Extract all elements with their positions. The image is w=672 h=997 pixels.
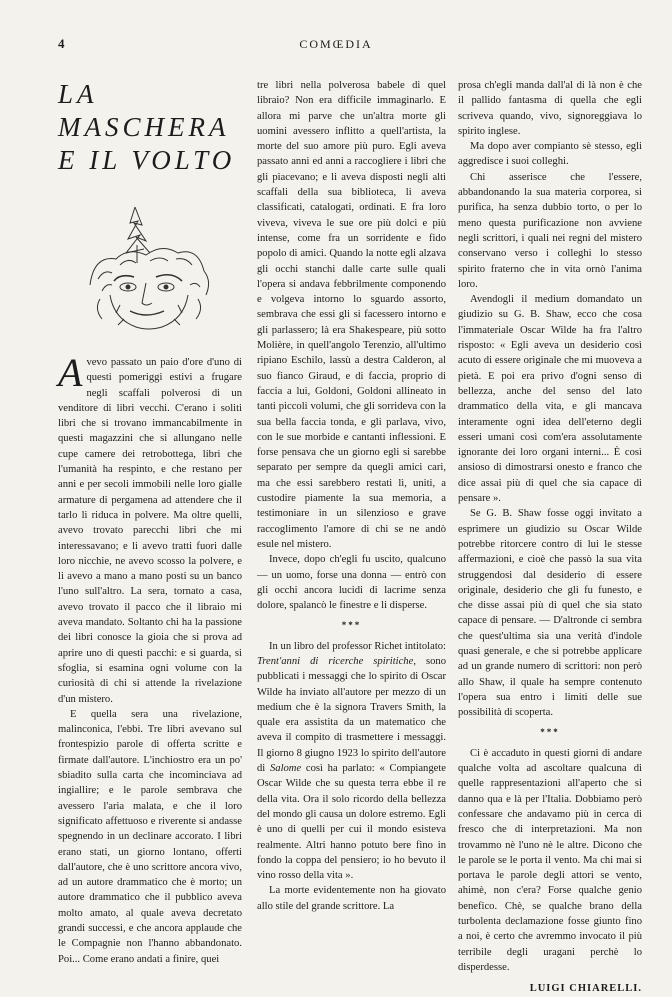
column-2	[257, 78, 446, 914]
paragraph-text: , sono pubblicati i messaggi che lo spirito di Oscar Wilde ha inviato all'autore per mezzo di un medium che è la signora Travers Smith, la quale era assistita da un matematico che aveva il compito di trasmettere i messaggi. Il giorno 8 giugno 1923 lo spirito dell'autore di	[257, 655, 446, 775]
paragraph: Ci è accaduto in questi giorni di andare qualche volta ad ascoltare qualcuna di quelle rappresentazioni all'aperto che si danno qua e là per l'Italia. Dobbiamo però confessare che andavamo più in cerca di fresco che di interpretazioni. Ma non trovammo nè l'uno nè le altre. Dicono che le parole se le porta il vento. Ma chi mai si portava le parole degli attori se vento, ahimè, non c'era? Forse qualche genio benefico. Chè, se qualche brano della turbolenta declamazione fosse giunto fino a noi, è certo che avremmo invocato il più terribile degli uragani perchè lo disperdesse.	[458, 747, 642, 973]
title-line-2: E IL VOLTO	[58, 145, 236, 175]
running-title: COMŒDIA	[299, 37, 373, 51]
title-line-1: LA MASCHERA	[58, 79, 230, 142]
paragraph: prosa ch'egli manda dall'al di là non è che il pallido fantasma di quella che egli scriveva quando, vivo, signoreggiava lo spirito inglese.	[458, 80, 642, 137]
article-title	[58, 78, 242, 177]
author-signature: LUIGI CHIARELLI.	[529, 983, 642, 995]
paragraph-text: così ha parlato: « Compiangete Oscar Wilde che su questa terra ebbe il re della vita. Ora il solo ricordo della bellezza del mondo gli causa un dolore estremo. Egli è uno di quelli per cui il mondo esisteva realmente. Altri hanno potuto bere fino in fondo la coppa del pensiero; io ho bevuto il vino rosso della vita ».	[257, 763, 446, 882]
paragraph-intro	[58, 350, 242, 707]
drop-cap: A	[58, 350, 83, 395]
paragraph	[257, 639, 446, 884]
paragraph: La morte evidentemente non ha giovato allo stile del grande scrittore. La	[257, 885, 446, 912]
book-title: Trent'anni di ricerche spiritiche	[257, 655, 414, 667]
paragraph: Se G. B. Shaw fosse oggi invitato a esprimere un giudizio su Oscar Wilde potrebbe ritorcere contro di lui le stesse affermazioni, e cioè che passò la sua vita struggendosi dal desiderio di essere originale, desiderio che gli fu funesto, e che disse assai più di quel che sia stato capace di pensare. — D'altronde ci sembra che quest'ultima sia una verità d'indole quasi generale, e che si potrebbe applicare ad un grande numero di scrittori: non però allo Shaw, il quale ha sempre contenuto l'opera sua entro i limiti delle sue possibilità di scoperta.	[458, 508, 642, 719]
column-3	[458, 78, 642, 997]
section-separator: ***	[540, 727, 560, 738]
paragraph: Chi asserisce che l'essere, abbandonando la sua materia corporea, si purifica, ha senza dubbio torto, o per lo meno questa purificazione non avviene negli scrittori, i quali nei regni del mistero conservano verso i colleghi lo stesso spirito fraterno che in vita ornò l'anima loro.	[458, 171, 642, 290]
column-1	[58, 78, 242, 967]
paragraph-text: In un libro del professor Richet intitolato:	[269, 640, 446, 652]
paragraph: Avendogli il medium domandato un giudizio su G. B. Shaw, ecco che cosa l'immateriale Oscar Wilde ha fra l'altro risposto: « Egli aveva un desiderio così acuto di essere originale che mi muoveva a pietà. E poi era privo d'ogni senso di bellezza, anche del senso del lato drammatico della vita, e gli mancava interamente ogni idea dell'eterno degli esseri umani così com'era assolutamente ignorante dei loro organi interni... È così ansioso di dimostrarsi onesto e franco che dice assai più di quel che sia capace di pensare ».	[458, 294, 642, 505]
paragraph: Invece, dopo ch'egli fu uscito, qualcuno — un uomo, forse una donna — entrò con gli occhi ancora lucidi di lacrime senza dolore, spalancò le finestre e li disperse.	[257, 554, 446, 612]
section-separator: ***	[341, 620, 362, 631]
paragraph: E quella sera una rivelazione, malinconica, l'ebbi. Tre libri avevano sul frontespizio parole di offerta scritte e firmate dall'autore. L'inchiostro era un po' sbiadito sulla carta che incominciava ad ingiallire; e le parole sembrava che avessero l'aria malata, e che il loro significato affettuoso e riverente si andasse spegnendo in un declinare accorato. I libri erano stati, un giorno lontano, offerti dall'autore, che è uno scrittore ancora vivo, ad un autore drammatico che è morto; un autore drammatico che il pubblico aveva molto amato, al quale aveva decretato grandi successi, e che ancora applaude che le Compagnie non l'hanno abbandonato. Poi... Come erano andati a finire, quei	[58, 708, 242, 965]
paragraph-text: vevo passato un paio d'ore d'uno di questi pomeriggi estivi a frugare negli scaffali polverosi di un venditore di libri vecchi. C'erano i soliti libri che si trovano immancabilmente in questi magazzini che si allungano nelle cupe camere dei retrobottega, libri che l'umanità ha respinto, e che restano per anni e per secoli immobili nelle loro gialle armature di pergamena ad attendere che il tarlo li riduca in polvere. Ma oltre quelli, avevo trovato parecchi libri che mi interessavano; e li avevo tratti fuori dalle loro nicchie, ne avevo scosso la polvere, e li avevo a mano a mano posti su un banco l'uno sull'altro. La sera, tornato a casa, avevo trovato il pacco che il libraio mi aveva mandato. Soltanto chi ha la passione dei libri conosce la gioia che si prova ad aprire uno di questi pacchi: e si guarda, si sfoglia, si esamina ogni volume con la curiosità di chi si attende la rivelazione d'un mistero.	[58, 357, 242, 705]
page-number: 4	[58, 36, 65, 51]
work-title: Salome	[269, 763, 302, 775]
mask-face-illustration	[80, 195, 220, 335]
paragraph: tre libri nella polverosa babele di quel libraio? Non era difficile immaginarlo. E allora mi parve che un'altra morte gli uomini avessero inflitto a quell'artista, la morte del suo amore più puro. Egli aveva passato anni ed anni a raccogliere i libri che gli piacevano; e li aveva disposti negli alti scaffali della sua biblioteca, li aveva classificati, catalogati, ordinati. E fra loro viveva, viveva le sue ore più dolci e più intense, come fra un sorridente e fido popolo di amici. Quando la notte egli alzava gli occhi stanchi dalle carte sulle quali l'opera si andava febbrilmente componendo e volgeva intorno lo sguardo assorto, sembrava che essi gli si facessero intorno e gli parlassero; là era Shakespeare, più sotto Molière, in quell'angolo Terenzio, all'ultimo ripiano Eschilo, lassù a destra Calderon, al suo fianco Giraud, e di faccia, proprio di faccia a lui, Goldoni, Goldoni allineato in tanti piccoli volumi, che gli sorrideva con la sua bella faccia tonda, e gli parlava, vivo, con le sue morbide e cantanti inflessioni. E forse pensava che un giorno egli si sarebbe separato per sempre da quegli amici cari, ma che essi sarebbero restati lì, uniti, a custodire piamente la sua memoria, a testimoniare in un silenzioso e grave raccoglimento l'amore di chi se ne andò esule nel mistero.	[257, 80, 446, 550]
paragraph: Ma dopo aver compianto sè stesso, egli aggredisce i suoi colleghi.	[458, 141, 642, 168]
